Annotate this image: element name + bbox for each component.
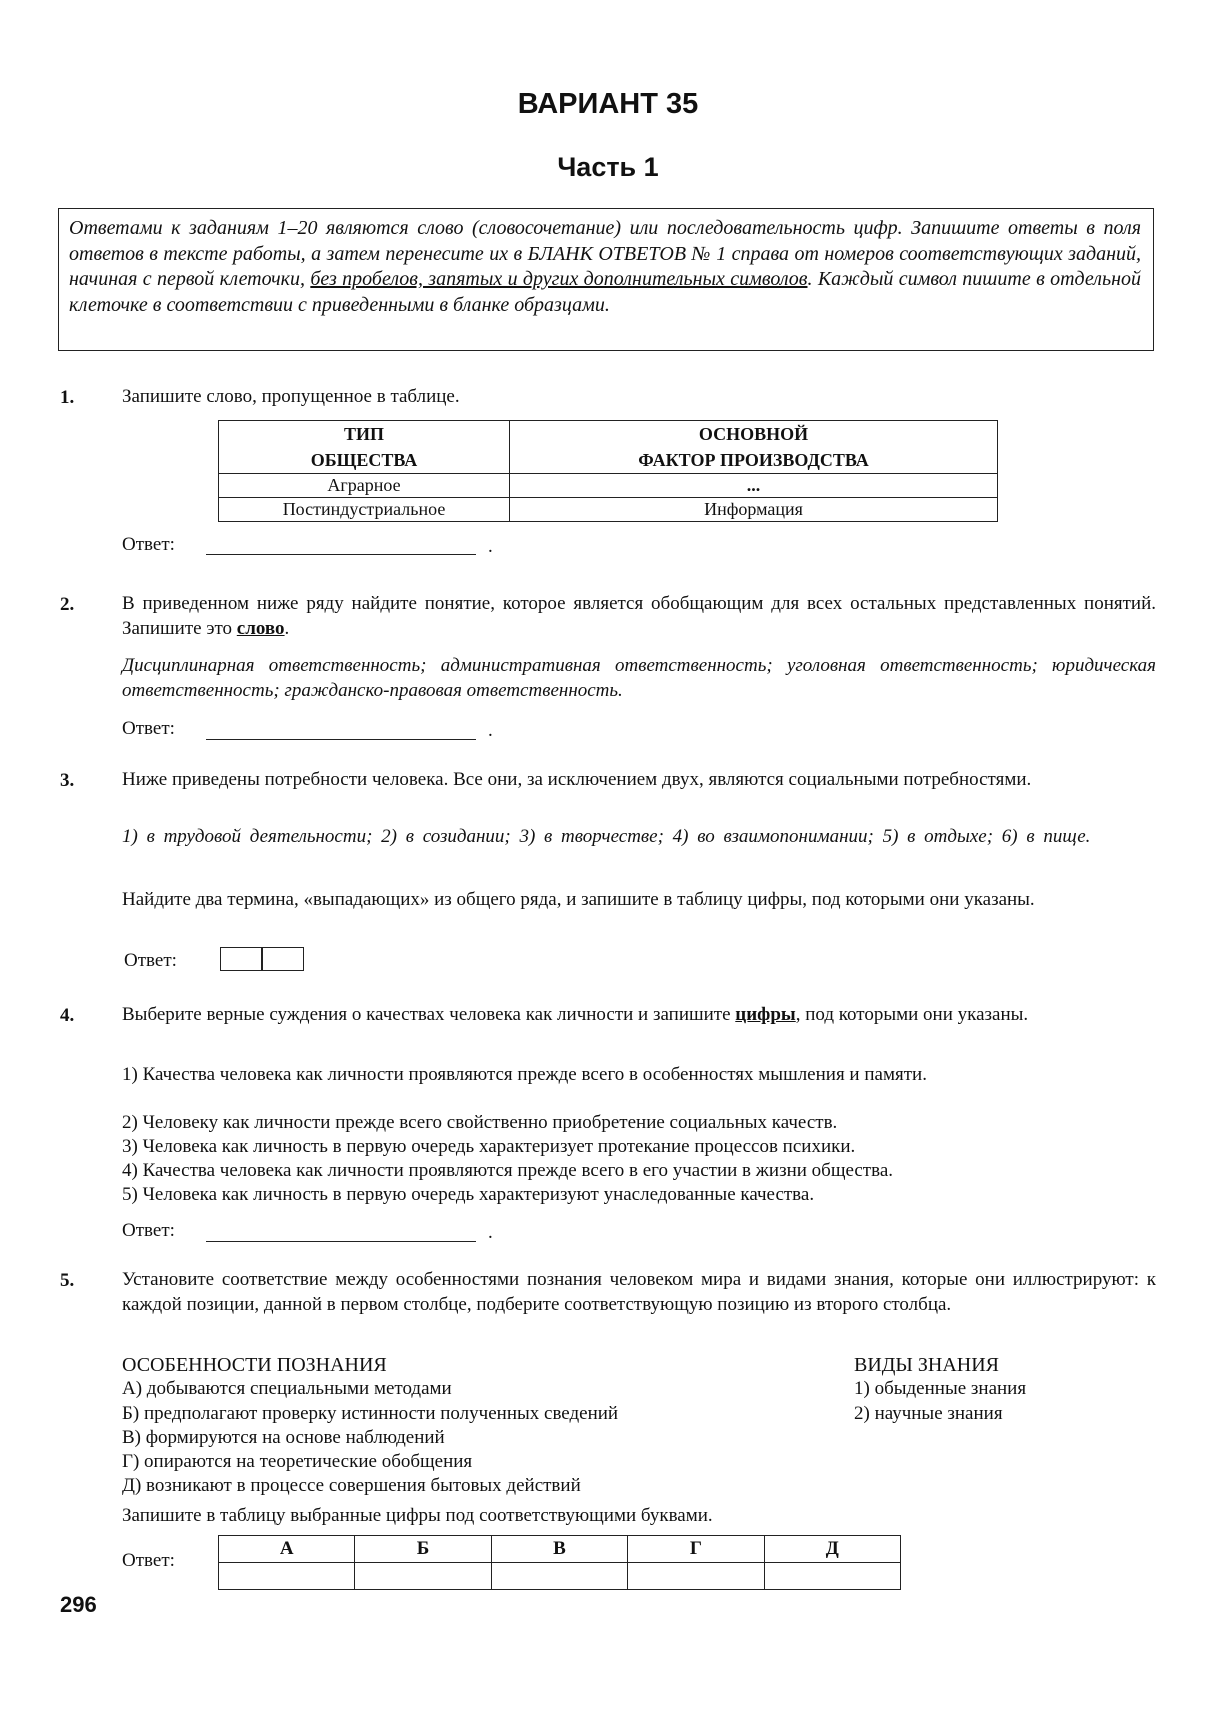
q5-answer-table	[218, 1535, 901, 1590]
q5-answer-cell[interactable]	[628, 1563, 764, 1590]
q1-cell-type: Аграрное	[219, 474, 510, 498]
q1-table	[218, 420, 998, 522]
q3-text: Ниже приведены потребности человека. Все они, за исключением двух, являются социальными потребностями.	[122, 769, 1032, 790]
q5-number: 5.	[60, 1270, 75, 1291]
q5-text: Установите соответствие между особенностями познания человеком мира и видами знания, которые они иллюстрируют: к каждой позиции, данной в первом столбце, подберите соответствующую позицию из второго столбца.	[122, 1269, 1156, 1315]
q5-letter-header: Г	[628, 1536, 764, 1563]
q2-answer-line[interactable]	[206, 738, 476, 740]
variant-title: ВАРИАНТ 35	[517, 88, 699, 120]
q5-left-item: Д) возникают в процессе совершения бытовых действий	[122, 1475, 581, 1497]
q5-left-column	[122, 1353, 842, 1499]
page-number: 296	[60, 1592, 97, 1617]
q5-right-item: 1) обыденные знания	[854, 1378, 1027, 1400]
part-title: Часть 1	[557, 152, 659, 182]
q2-number: 2.	[60, 594, 75, 615]
q3-answer-label: Ответ:	[124, 950, 177, 971]
q4-answer-line[interactable]	[206, 1240, 476, 1242]
instructions-text: Ответами к заданиям 1–20 являются слово (словосочетание) или последовательность цифр. Запишите ответы в поля ответов в тексте работы, а затем перенесите их в БЛАНК ОТВЕТОВ № 1 справа от номеров соответствующих заданий, начиная с первой клеточки,	[69, 217, 1141, 290]
instructions-text-end: . Каждый символ пишите в отдельной клеточке в соответствии с приведенными в бланке образцами.	[69, 268, 1142, 316]
q5-answer-cell[interactable]	[491, 1563, 627, 1590]
q1-answer-label: Ответ:	[122, 534, 175, 555]
q2-answer-dot: .	[488, 720, 493, 741]
q5-answer-cell[interactable]	[219, 1563, 355, 1590]
q3-list: 1) в трудовой деятельности; 2) в созидании; 3) в творчестве; 4) во взаимопонимании; 5) в отдыхе; 6) в пище.	[122, 826, 1091, 847]
q5-right-header: ВИДЫ ЗНАНИЯ	[854, 1354, 999, 1376]
q5-letter-header: Б	[355, 1536, 491, 1563]
q5-left-header: ОСОБЕННОСТИ ПОЗНАНИЯ	[122, 1354, 387, 1376]
q2-text: В приведенном ниже ряду найдите понятие, которое является обобщающим для всех остальных представленных понятий. Запишите это слово.	[122, 593, 1156, 639]
q4-options	[122, 1063, 1156, 1207]
q5-left-item: В) формируются на основе наблюдений	[122, 1426, 445, 1448]
q4-option: 4) Качества человека как личности проявляются прежде всего в его участии в жизни общества.	[122, 1160, 894, 1181]
q3-answer-cell[interactable]	[220, 947, 262, 971]
q1-cell-type: Постиндустриальное	[219, 498, 510, 522]
q1-col1-header: ТИП ОБЩЕСТВА	[219, 421, 510, 474]
q5-left-item: Г) опираются на теоретические обобщения	[122, 1451, 473, 1473]
q2-list: Дисциплинарная ответственность; административная ответственность; уголовная ответственность; юридическая ответственность; гражданско-правовая ответственность.	[122, 655, 1156, 701]
q1-col2-header: ОСНОВНОЙ ФАКТОР ПРОИЗВОДСТВА	[510, 421, 998, 474]
q5-answer-cell[interactable]	[764, 1563, 900, 1590]
q5-letter-header: А	[219, 1536, 355, 1563]
q4-answer-dot: .	[488, 1222, 493, 1243]
q5-left-item: А) добываются специальными методами	[122, 1378, 452, 1400]
q1-cell-factor: ...	[510, 474, 998, 498]
q1-answer-dot: .	[488, 536, 493, 557]
q5-answer-cell[interactable]	[355, 1563, 491, 1590]
q4-option: 3) Человека как личность в первую очередь характеризует протекание процессов психики.	[122, 1136, 856, 1157]
q3-number: 3.	[60, 770, 75, 791]
q5-answer-label: Ответ:	[122, 1550, 175, 1571]
q5-table-instruction: Запишите в таблицу выбранные цифры под соответствующими буквами.	[122, 1505, 713, 1526]
q4-answer-label: Ответ:	[122, 1220, 175, 1241]
q4-option: 5) Человека как личность в первую очередь характеризуют унаследованные качества.	[122, 1184, 815, 1205]
instructions-box	[58, 208, 1154, 351]
q4-text: Выберите верные суждения о качествах человека как личности и запишите цифры, под которыми они указаны.	[122, 1004, 1029, 1025]
q2-answer-label: Ответ:	[122, 718, 175, 739]
q5-right-item: 2) научные знания	[854, 1402, 1003, 1424]
q3-task: Найдите два термина, «выпадающих» из общего ряда, и запишите в таблицу цифры, под которыми они указаны.	[122, 889, 1035, 910]
q5-letter-header: Д	[764, 1536, 900, 1563]
q4-option: 1) Качества человека как личности проявляются прежде всего в особенностях мышления и памяти.	[122, 1064, 927, 1085]
q5-left-item: Б) предполагают проверку истинности полученных сведений	[122, 1402, 619, 1424]
instructions-underlined: без пробелов, запятых и других дополнительных символов	[310, 268, 808, 290]
q3-answer-cell[interactable]	[262, 947, 304, 971]
q4-bold-word: цифры	[735, 1004, 796, 1025]
q1-text: Запишите слово, пропущенное в таблице.	[122, 386, 460, 407]
q4-number: 4.	[60, 1005, 75, 1026]
q4-option: 2) Человеку как личности прежде всего свойственно приобретение социальных качеств.	[122, 1112, 838, 1133]
q5-letter-header: В	[491, 1536, 627, 1563]
q1-cell-factor: Информация	[510, 498, 998, 522]
q1-number: 1.	[60, 387, 75, 408]
q5-right-column	[854, 1353, 1154, 1426]
q1-answer-line[interactable]	[206, 553, 476, 555]
q2-bold-word: слово	[236, 617, 285, 639]
